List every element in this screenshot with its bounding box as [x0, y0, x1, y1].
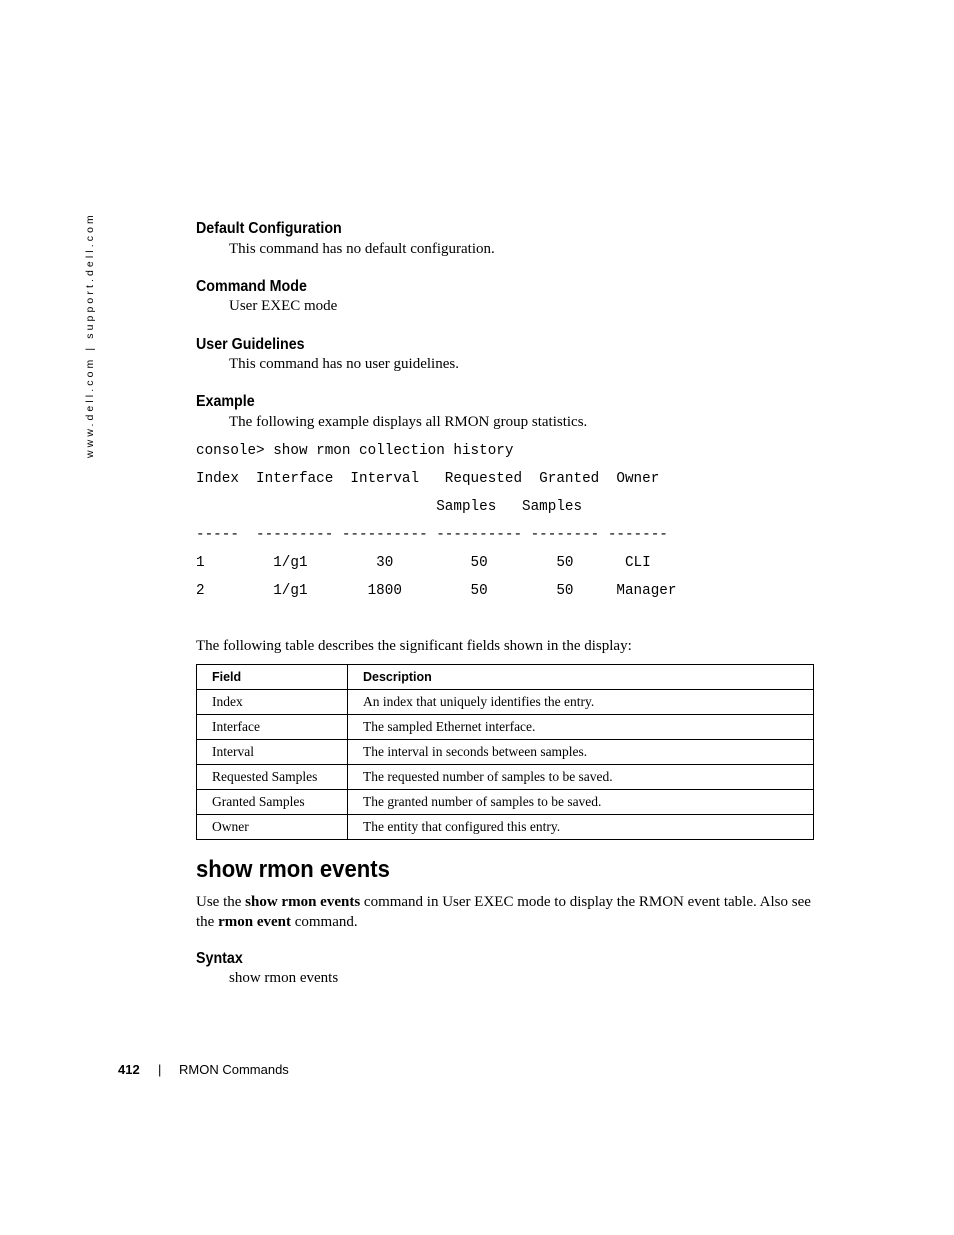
field-cell: Interface	[197, 715, 348, 740]
description-cell: The requested number of samples to be saved.	[348, 765, 814, 790]
default-configuration-heading: Default Configuration	[196, 220, 342, 237]
syntax-text: show rmon events	[229, 970, 339, 986]
table-header-row	[197, 665, 814, 690]
section-description	[196, 893, 816, 932]
default-configuration-text: This command has no default configuration.	[229, 241, 495, 257]
table-row	[197, 690, 814, 715]
table-row	[197, 815, 814, 840]
field-cell: Index	[197, 690, 348, 715]
user-guidelines-text: This command has no user guidelines.	[229, 356, 459, 372]
description-cell: An index that uniquely identifies the entry.	[348, 690, 814, 715]
command-name: show rmon events	[245, 894, 361, 910]
console-header-row-1: Index Interface Interval Requested Granted Owner	[196, 471, 660, 487]
table-row	[197, 765, 814, 790]
field-description-table	[196, 664, 814, 840]
console-output-row: 2 1/g1 1800 50 50 Manager	[196, 583, 677, 599]
syntax-heading: Syntax	[196, 950, 243, 967]
column-header-description: Description	[348, 665, 814, 690]
console-header-row-2: Samples Samples	[196, 499, 583, 515]
description-cell: The entity that configured this entry.	[348, 815, 814, 840]
description-cell: The interval in seconds between samples.	[348, 740, 814, 765]
description-text: command.	[290, 913, 358, 930]
page-number: 412	[118, 1062, 140, 1077]
example-heading: Example	[196, 393, 255, 410]
command-mode-text: User EXEC mode	[229, 298, 338, 314]
field-cell: Interval	[197, 740, 348, 765]
field-cell: Owner	[197, 815, 348, 840]
field-cell: Requested Samples	[197, 765, 348, 790]
section-title: show rmon events	[196, 856, 390, 883]
footer-separator: |	[158, 1062, 162, 1077]
table-row	[197, 740, 814, 765]
example-text: The following example displays all RMON group statistics.	[229, 414, 588, 430]
table-intro: The following table describes the significant fields shown in the display:	[196, 638, 632, 654]
table-row	[197, 790, 814, 815]
table-row	[197, 715, 814, 740]
field-cell: Granted Samples	[197, 790, 348, 815]
user-guidelines-heading: User Guidelines	[196, 336, 305, 353]
description-text: command in User EXEC mode to display the RMON event table. Also see the	[196, 894, 811, 930]
console-command: console> show rmon collection history	[196, 443, 514, 459]
description-cell: The granted number of samples to be saved.	[348, 790, 814, 815]
console-output-row: 1 1/g1 30 50 50 CLI	[196, 555, 651, 571]
description-cell: The sampled Ethernet interface.	[348, 715, 814, 740]
sidebar-url: www.dell.com | support.dell.com	[84, 212, 96, 458]
description-text: Use the	[196, 894, 246, 910]
chapter-title: RMON Commands	[179, 1062, 289, 1077]
column-header-field: Field	[197, 665, 348, 690]
console-separator: ----- --------- ---------- ---------- -------- -------	[196, 527, 668, 543]
command-name: rmon event	[218, 913, 291, 930]
command-mode-heading: Command Mode	[196, 278, 307, 295]
